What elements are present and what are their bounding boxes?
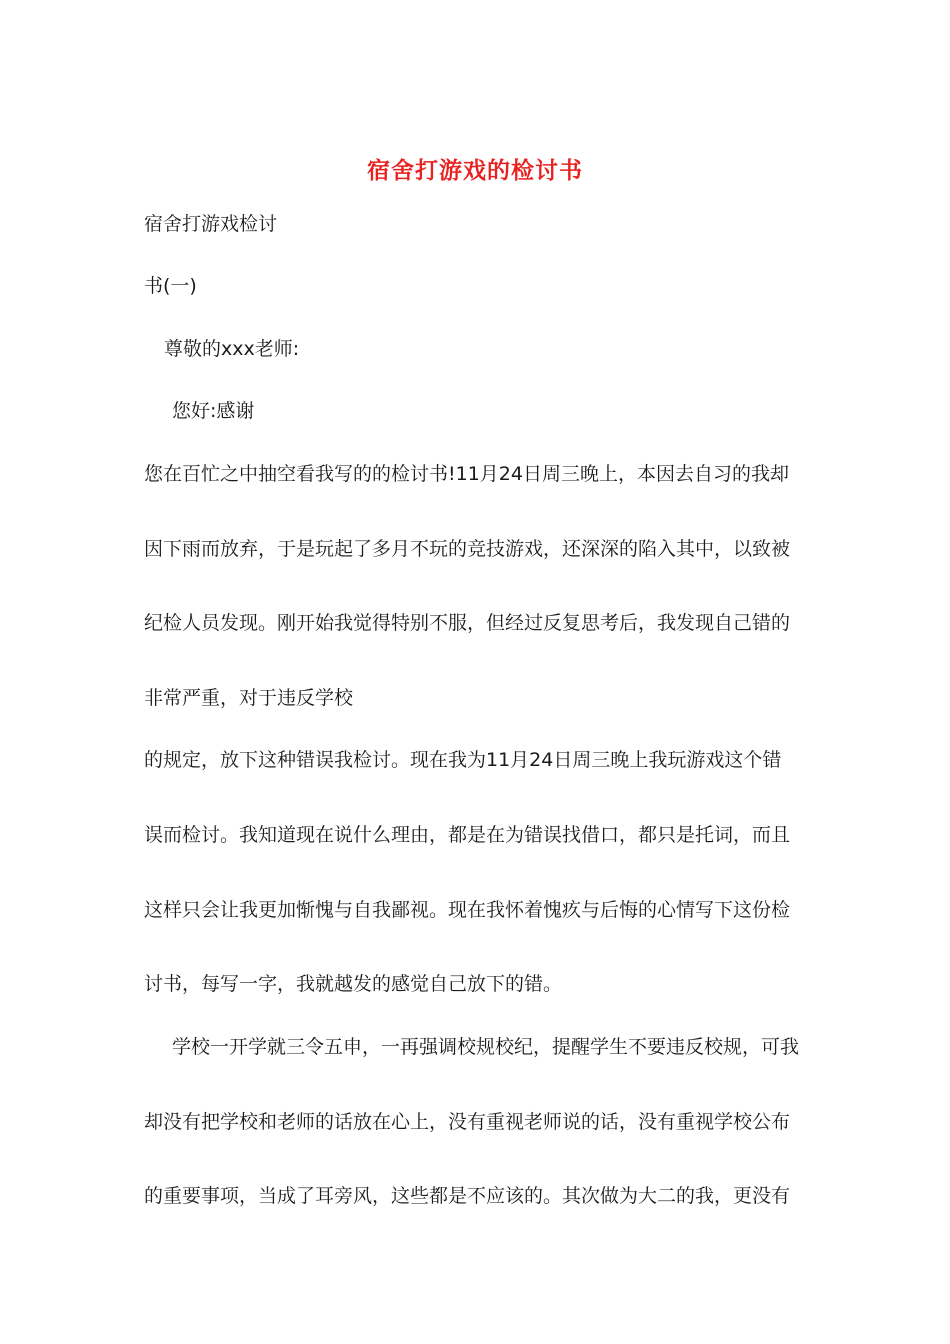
document-title: 宿舍打游戏的检讨书: [367, 158, 583, 184]
body-line: 书(一): [144, 275, 197, 297]
body-line: 尊敬的xxx老师:: [164, 338, 300, 360]
body-line: 因下雨而放弃，于是玩起了多月不玩的竞技游戏，还深深的陷入其中，以致被: [144, 538, 791, 560]
body-line: 您好:感谢: [172, 400, 255, 422]
body-line: 却没有把学校和老师的话放在心上，没有重视老师说的话，没有重视学校公布: [144, 1111, 791, 1133]
body-line: 的规定，放下这种错误我检讨。现在我为11月24日周三晚上我玩游戏这个错: [144, 749, 782, 771]
body-line: 纪检人员发现。刚开始我觉得特别不服，但经过反复思考后，我发现自己错的: [144, 612, 791, 634]
body-line: 非常严重，对于违反学校: [144, 687, 354, 709]
body-line: 您在百忙之中抽空看我写的的检讨书!11月24日周三晚上，本因去自习的我却: [144, 463, 789, 485]
body-line: 学校一开学就三令五申，一再强调校规校纪，提醒学生不要违反校规，可我: [172, 1036, 800, 1058]
body-line: 的重要事项，当成了耳旁风，这些都是不应该的。其次做为大二的我，更没有: [144, 1185, 791, 1207]
body-line: 宿舍打游戏检讨: [144, 213, 278, 235]
body-line: 讨书，每写一字，我就越发的感觉自己放下的错。: [144, 973, 563, 995]
body-line: 误而检讨。我知道现在说什么理由，都是在为错误找借口，都只是托词，而且: [144, 824, 791, 846]
body-line: 这样只会让我更加惭愧与自我鄙视。现在我怀着愧疚与后悔的心情写下这份检: [144, 899, 791, 921]
